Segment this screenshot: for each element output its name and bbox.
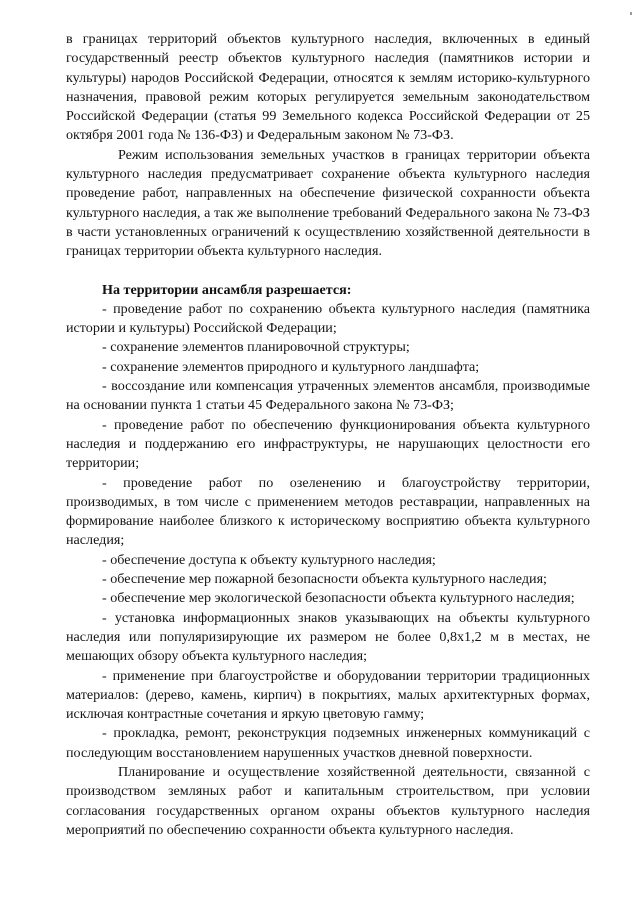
permitted-activities-list <box>66 300 590 763</box>
list-item: - обеспечение мер экологической безопасности объекта культурного наследия; <box>102 590 575 607</box>
list-item: - проведение работ по озеленению и благоустройству территории, производимых, в том числе с применением методов реставрации, направленных на формирование наиболее близкого к историческому восприятию объекта культурного наследия; <box>66 474 590 549</box>
list-item: - обеспечение мер пожарной безопасности объекта культурного наследия; <box>102 571 547 588</box>
list-item: - обеспечение доступа к объекту культурного наследия; <box>102 551 436 568</box>
list-item: - сохранение элементов природного и культурного ландшафта; <box>102 358 480 375</box>
list-item: - сохранение элементов планировочной структуры; <box>102 339 410 356</box>
paragraph-land-category: в границах территорий объектов культурного наследия, включенных в единый государственный реестр объектов культурного наследия (памятников истории и культуры) народов Российской Федерации, относятся к землям историко-культурного назначения, правовой режим которых регулируется земельным законодательством Российской Федерации (статья 99 Земельного кодекса Российской Федерации от 25 октября 2001 года № 136-ФЗ) и Федеральным законом № 73-ФЗ. <box>66 31 590 144</box>
paragraph-land-use-regime: Режим использования земельных участков в границах территории объекта культурного наследия предусматривает сохранение объекта культурного наследия проведение работ, направленных на обеспечение физической сохранности объекта культурного наследия, а так же выполнение требований Федерального закона № 73-ФЗ в части установленных ограничений к осуществлению хозяйственной деятельности в границах территории объекта культурного наследия. <box>66 146 590 260</box>
list-item: - проведение работ по сохранению объекта культурного наследия (памятника истории и культуры) Российской Федерации; <box>66 300 590 337</box>
list-item: - воссоздание или компенсация утраченных элементов ансамбля, производимые на основании пункта 1 статьи 45 Федерального закона № 73-ФЗ; <box>66 378 590 414</box>
paragraph-planning-conditions: Планирование и осуществление хозяйственной деятельности, связанной с производством земляных работ и капитальным строительством, при условии согласования государственных органом охраны объектов культурного наследия мероприятий по обеспечению сохранности объекта культурного наследия. <box>66 763 590 838</box>
section-heading: На территории ансамбля разрешается: <box>102 281 352 298</box>
list-item: - проведение работ по обеспечению функционирования объекта культурного наследия и поддержанию его инфраструктуры, не нарушающих целостности его территории; <box>66 416 590 472</box>
list-item: - установка информационных знаков указывающих на объекты культурного наследия или популяризирующие их размером не более 0,8х1,2 м в местах, не мешающих обзору объекта культурного наследия; <box>66 609 590 665</box>
scan-artifact <box>630 12 632 15</box>
spacer <box>66 262 590 281</box>
document-body <box>66 30 590 840</box>
list-item: - применение при благоустройстве и оборудовании территории традиционных материалов: (дерево, камень, кирпич) в покрытиях, малых архитектурных формах, исключая контрастные сочетания и яркую цветовую гамму; <box>66 667 590 723</box>
list-item: - прокладка, ремонт, реконструкция подземных инженерных коммуникаций с последующим восстановлением нарушенных участков дневной поверхности. <box>66 725 590 761</box>
